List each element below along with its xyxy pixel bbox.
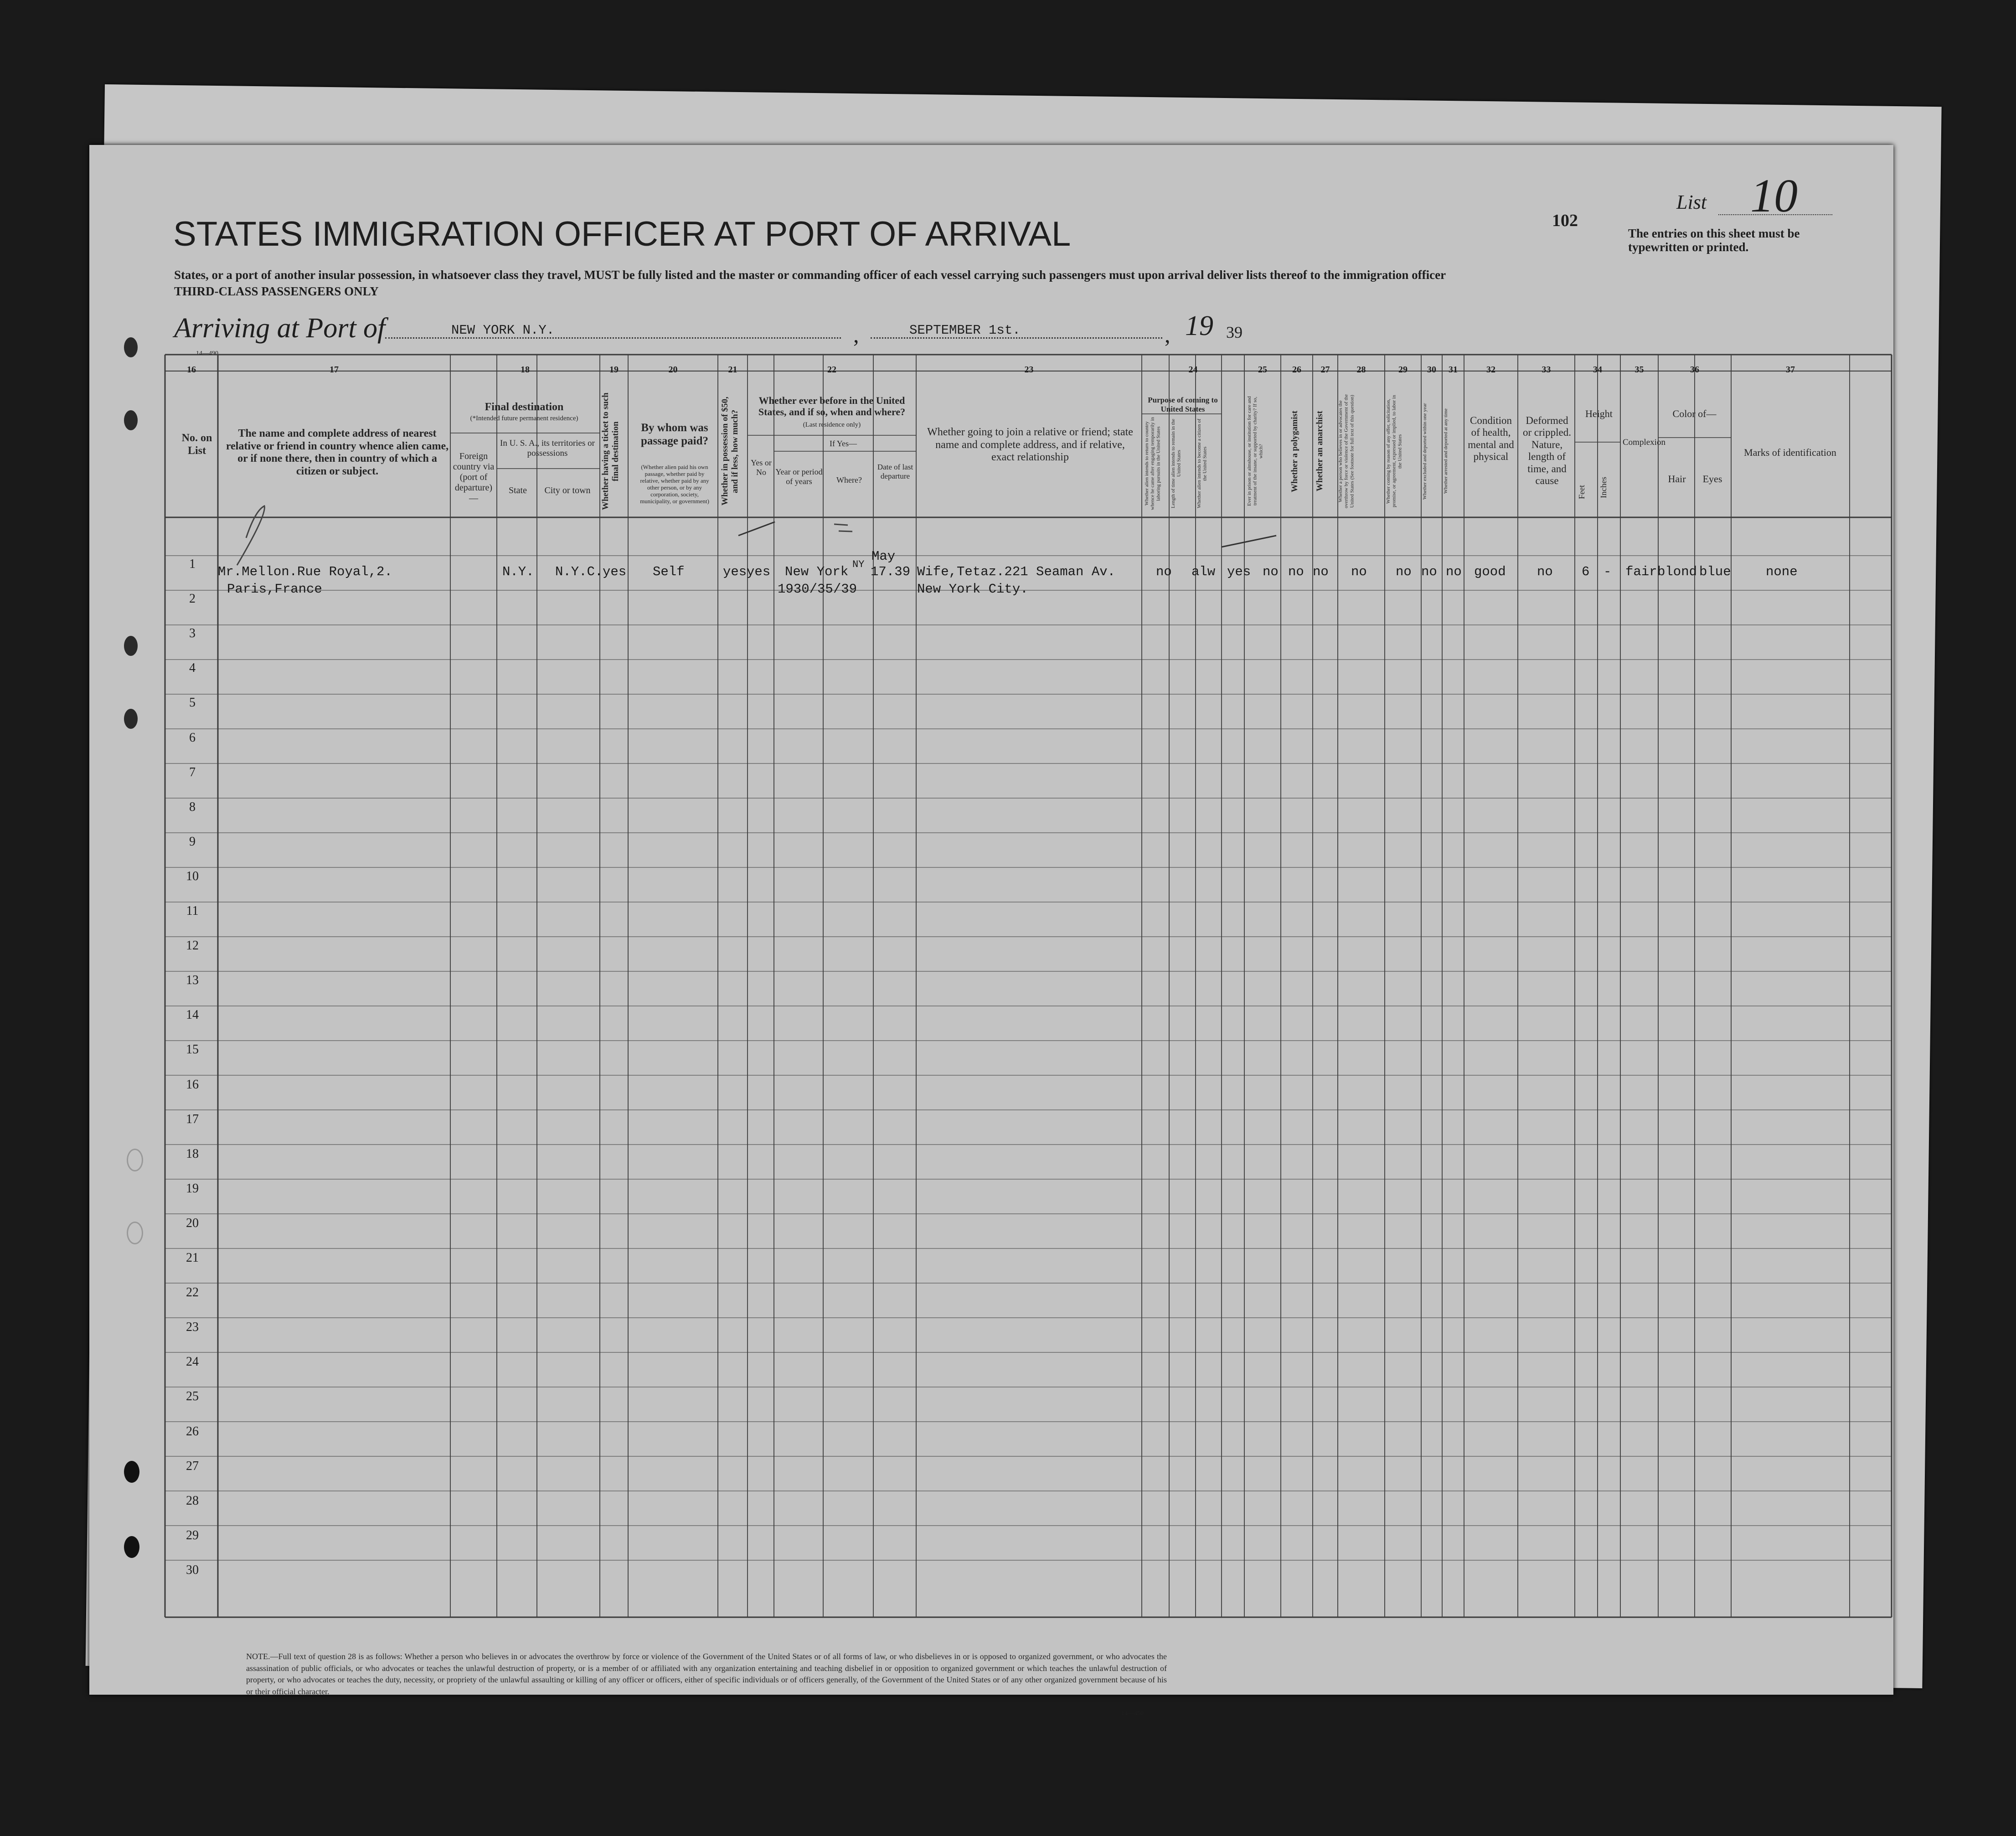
date-value: SEPTEMBER 1st.	[909, 323, 1021, 338]
row-number: 6	[189, 730, 196, 745]
header-date-departure: Date of last departure	[877, 463, 913, 480]
header-purpose-return: Whether alien intends to return to country whence he came after engaging temporarily in laboring pursuits in the United States	[1144, 417, 1161, 511]
header-marks: Marks of identification	[1744, 447, 1836, 458]
cell-where: New York	[785, 564, 849, 579]
column-number: 24	[1188, 365, 1198, 375]
header-foreign-country: Foreign country via (port of departure)—	[453, 451, 495, 503]
list-number: 10	[1750, 170, 1798, 222]
cell-inches: -	[1604, 564, 1612, 579]
cell-city: N.Y.C.	[555, 564, 603, 579]
row-number: 23	[186, 1320, 199, 1335]
column-number: 22	[827, 365, 836, 375]
cell-relative-line2: Paris,France	[227, 582, 322, 597]
header-relative: The name and complete address of nearest relative or friend in country whence alien came, or if none there, then in country of which a citizen or subject.	[226, 428, 449, 477]
row-number: 19	[186, 1181, 199, 1196]
row-number: 18	[186, 1146, 199, 1161]
column-number: 26	[1292, 365, 1301, 375]
cell-q30: no	[1421, 564, 1437, 579]
column-number: 16	[187, 365, 196, 375]
cell-complexion: fair	[1625, 564, 1657, 579]
form-subtitle: States, or a port of another insular possession, in whatsoever class they travel, MUST be fully listed and the master or commanding officer of each vessel carrying such passengers must upon arrival deliver lists thereof to the immigration officer	[174, 268, 1446, 282]
header-state: State	[509, 485, 527, 495]
header-city: City or town	[544, 485, 591, 495]
comma: ,	[1165, 322, 1170, 347]
row-number: 3	[189, 626, 196, 641]
comma: ,	[853, 322, 859, 347]
cell-eyes: blue	[1699, 564, 1731, 579]
column-number: 32	[1486, 365, 1495, 375]
row-number: 27	[186, 1459, 199, 1473]
header-eyes: Eyes	[1702, 473, 1722, 485]
row-number: 28	[186, 1493, 199, 1508]
column-number: 30	[1427, 365, 1436, 375]
form-code-bottom: 14—450	[1121, 1710, 1144, 1717]
cell-before-yes-no: yes	[747, 564, 771, 579]
column-number: 25	[1258, 365, 1267, 375]
column-number: 18	[521, 365, 530, 375]
cell-departure-date: 17.39	[871, 564, 911, 579]
header-polygamist: Whether a polygamist	[1290, 410, 1299, 492]
header-color-of: Color of—	[1672, 408, 1717, 419]
class-line: THIRD-CLASS PASSENGERS ONLY	[174, 284, 379, 298]
row-number: 1	[189, 557, 196, 571]
column-number: 33	[1542, 365, 1551, 375]
column-number: 19	[609, 365, 619, 375]
column-number: 28	[1356, 365, 1366, 375]
cell-year-period: 1930/35/39	[778, 582, 857, 597]
row-number: 26	[186, 1424, 199, 1439]
page-stamp: 102	[1552, 211, 1578, 230]
cell-marks: none	[1766, 564, 1798, 579]
header-purpose-length: Length of time alien intends to remain in the United States	[1170, 418, 1182, 509]
header-before-usa-note: (Last residence only)	[803, 421, 861, 428]
header-inches: Inches	[1599, 477, 1608, 499]
header-anarchist: Whether an anarchist	[1315, 411, 1325, 492]
header-feet: Feet	[1577, 485, 1586, 500]
footnote: NOTE.—Full text of question 28 is as follows: Whether a person who believes in or advocates the overthrow by force or violence of the Government of the United States or of all forms of law, or who disbelieves in or is opposed to organized government, or who advocates the assassination of public officials, or who advocates or teaches the unlawful destruction of property, or is a member of or affiliated with any organization entertaining and teaching disbelief in or opposition to organized government or which teaches the unlawful destruction of property, or who advocates or teaches the duty, necessity, or propriety of the unlawful assaulting or killing of any officer or officers, either of specific individuals or of officers generally, of the Government of the United States or of any other organized government because of his or their official character.	[246, 1652, 1167, 1696]
column-number: 36	[1690, 365, 1699, 375]
header-complexion: Complexion	[1623, 438, 1665, 447]
cell-passage-paid: Self	[653, 564, 685, 579]
column-number: 37	[1786, 365, 1795, 375]
row-number: 15	[186, 1042, 199, 1057]
row-number: 25	[186, 1389, 199, 1404]
header-in-usa: In U. S. A., its territories or possessions	[500, 438, 595, 458]
cell-joining-line2: New York City.	[917, 582, 1028, 597]
cell-departure-month: May	[871, 549, 896, 564]
header-yes-no: Yes or No	[751, 458, 772, 477]
header-year-period: Year or period of years	[775, 467, 823, 486]
header-if-yes: If Yes—	[829, 439, 857, 448]
header-final-destination: Final destination	[485, 401, 564, 413]
row-number: 10	[186, 869, 199, 883]
row-number: 14	[186, 1008, 199, 1022]
cell-relative-line1: Mr.Mellon.Rue Royal,2.	[218, 564, 392, 579]
form-code-top: 14—490	[196, 350, 218, 357]
column-number: 27	[1320, 365, 1330, 375]
column-number: 34	[1593, 365, 1602, 375]
header-health: Condition of health, mental and physical	[1468, 415, 1514, 463]
header-no-on-list: No. on List	[181, 432, 212, 457]
header-purpose-citizen: Whether alien intends to become a citizen of the United States	[1196, 418, 1208, 509]
cell-purpose-citizen: yes	[1227, 564, 1251, 579]
column-number: 17	[330, 365, 339, 375]
row-number: 7	[189, 765, 196, 779]
header-where: Where?	[836, 475, 862, 485]
cell-prison: no	[1263, 564, 1279, 579]
header-hair: Hair	[1668, 473, 1686, 485]
cell-q29: no	[1396, 564, 1412, 579]
column-number: 23	[1024, 365, 1034, 375]
cell-state: N.Y.	[502, 564, 534, 579]
column-number: 20	[668, 365, 678, 375]
row-number: 11	[186, 904, 199, 918]
row-number: 24	[186, 1355, 199, 1369]
header-q31: Whether arrested and deported at any time	[1443, 408, 1449, 494]
port-value: NEW YORK N.Y.	[451, 323, 555, 338]
arriving-label: Arriving at Port of	[174, 313, 386, 344]
header-deformed: Deformed or crippled. Nature, length of time, and cause	[1522, 415, 1571, 487]
row-number: 20	[186, 1216, 199, 1230]
header-q29: Whether coming by reason of any offer, solicitation, promise, or agreement, expressed or implied, to labor in the United States	[1386, 395, 1403, 508]
cell-purpose-length: alw	[1191, 564, 1216, 579]
header-prison: Ever in prison or almshouse, or institution for care and treatment of the insane, or supported by charity? If so, which?	[1247, 396, 1264, 506]
row-number: 4	[189, 661, 196, 676]
header-money: Whether in possession of $50, and if less, how much?	[720, 397, 740, 506]
row-number: 21	[186, 1251, 199, 1265]
row-number: 22	[186, 1285, 199, 1300]
header-final-destination-note: (*Intended future permanent residence)	[470, 415, 578, 422]
year-suffix: 39	[1226, 323, 1243, 341]
cell-ticket: yes	[603, 564, 627, 579]
header-joining: Whether going to join a relative or friend; state name and complete address, and if relative, exact relationship	[927, 426, 1133, 464]
header-before-usa: Whether ever before in the United States, and if so, when and where?	[758, 395, 906, 418]
cell-hair: blond	[1657, 564, 1697, 579]
cell-anarchist: no	[1313, 564, 1329, 579]
column-number: 31	[1449, 365, 1458, 375]
year-prefix: 19	[1185, 310, 1213, 341]
cell-money: yes	[723, 564, 747, 579]
cell-joining-line1: Wife,Tetaz.221 Seaman Av.	[917, 564, 1116, 579]
header-ticket: Whether having a ticket to such final destination	[601, 392, 620, 510]
form-title: STATES IMMIGRATION OFFICER AT PORT OF ARRIVAL	[173, 215, 1071, 253]
column-number: 21	[728, 365, 737, 375]
row-number: 17	[186, 1112, 199, 1126]
cell-where-annotation: NY	[852, 559, 865, 570]
header-purpose: Purpose of coming to United States	[1148, 396, 1218, 413]
cell-purpose-return: no	[1156, 564, 1172, 579]
row-number: 29	[186, 1528, 199, 1542]
row-number: 12	[186, 939, 199, 953]
cell-deformed: no	[1537, 564, 1553, 579]
column-number: 35	[1634, 365, 1644, 375]
header-q30: Whether excluded and deported within one year	[1422, 403, 1428, 500]
header-passage-paid: By whom was passage paid?	[641, 422, 708, 447]
cell-feet: 6	[1582, 564, 1590, 579]
cell-q28: no	[1351, 564, 1367, 579]
cell-q31: no	[1446, 564, 1462, 579]
row-number: 13	[186, 973, 199, 988]
row-number: 2	[189, 592, 196, 606]
row-number: 5	[189, 696, 196, 710]
header-height: Height	[1585, 408, 1613, 419]
header-passage-paid-note: (Whether alien paid his own passage, whether paid by relative, whether paid by any other person, or by any corporation, society, municipality, or government)	[640, 464, 709, 505]
cell-polygamist: no	[1288, 564, 1304, 579]
row-number: 8	[189, 799, 196, 814]
column-number: 29	[1398, 365, 1408, 375]
row-number: 9	[189, 834, 196, 849]
cell-health: good	[1474, 564, 1506, 579]
row-number: 30	[186, 1563, 199, 1577]
list-label: List	[1676, 191, 1707, 213]
typewritten-note: The entries on this sheet must be typewritten or printed.	[1628, 227, 1800, 254]
header-q28: Whether a person who believes in or advocates the overthrow by force or violence of the Government of the United States (See footnote for full text of this question)	[1338, 394, 1355, 509]
row-number: 16	[186, 1077, 199, 1092]
